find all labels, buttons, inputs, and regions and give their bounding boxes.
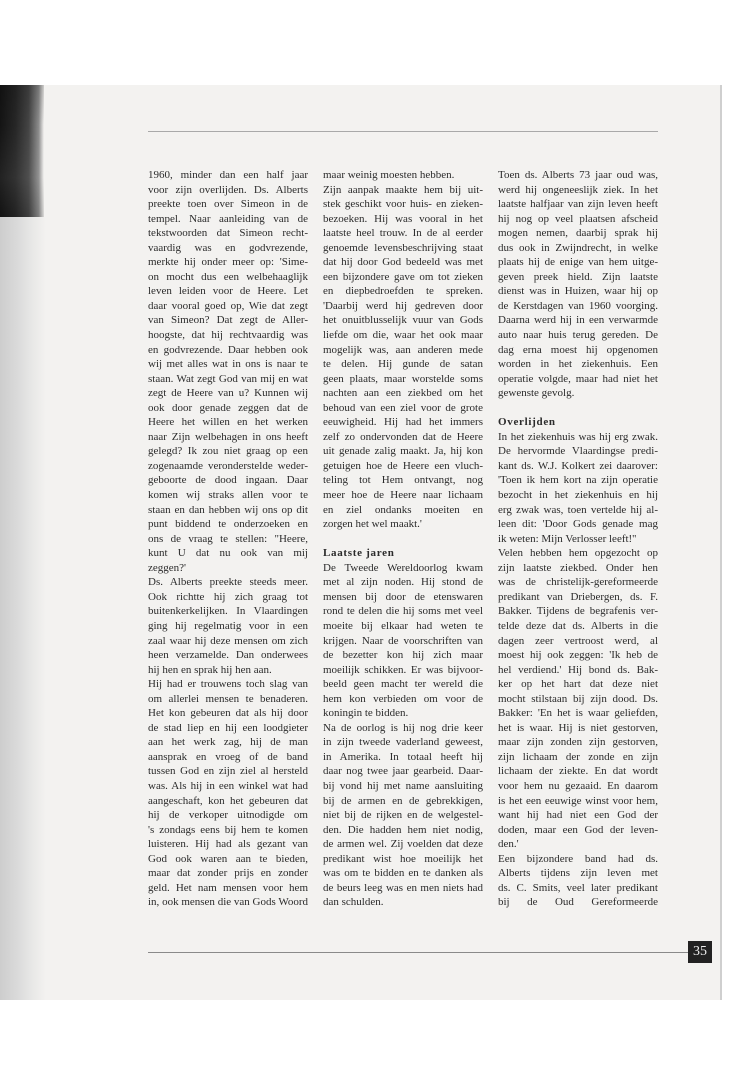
text-line: bij de armen en de gebrekkigen, [323,794,483,807]
text-line: merkte hij onder meer op: 'Sime- [148,256,308,269]
text-line: beeld geen macht ter wereld die [323,678,483,691]
paragraph [323,721,483,910]
paragraph [323,168,483,183]
paragraph [148,677,308,910]
text-line: leven leiden voor de Heere. Let [148,285,308,298]
text-line: maar weinig moesten hebben. [323,169,455,181]
text-line: Hij had er trouwens toch slag van [148,678,308,691]
text-line: komen wij straks allen voor te [148,489,308,502]
text-line: ds. C. Smits, veel later predikant [498,881,658,894]
text-line: was om te bidden en te danken als [323,867,483,880]
text-line: moeite bij elkaar had weten te [323,619,483,632]
text-line: laatste halfjaar van zijn leven heeft [498,198,658,211]
text-line: maar zijn zonden zijn gestorven, [498,736,658,749]
text-line: Velen hebben hem opgezocht op [498,547,658,560]
text-line: geld. Het nam mensen voor hem [148,881,308,894]
text-line: in Amerika. In totaal heeft hij [323,750,483,763]
text-line: luisteren. Hij had als gezant van [148,838,308,851]
paragraph [148,168,308,575]
text-line: heen verzamelde. Dan onderwees [148,649,308,662]
text-line: zaal waar hij deze mensen om zich [148,634,308,647]
text-line: en ziel ondanks moeiten en [323,503,483,516]
text-line: kant ds. W.J. Kolkert zei daarover: [498,459,658,472]
text-line: vaardig was en godvrezende, [148,241,308,254]
text-line: bezoeken. Hij was vooral in het [323,212,483,225]
text-line: en godvrezende. Daar hebben ook [148,343,308,356]
text-line: hem kon verbieden om voor de [323,692,483,705]
text-line: behoud van een ziel voor de grote [323,401,483,414]
text-line: daar vooral goed op, Wie dat zegt [148,299,308,312]
text-line: krijgen. Naar de voorschriften van [323,634,483,647]
binding-shadow-dark [0,85,44,217]
text-line: Daarna werd hij in een verwarmde [498,314,658,327]
text-line: Zijn aanpak maakte hem bij uit- [323,183,483,196]
text-line: was. Als hij in een winkel wat had [148,779,308,792]
text-line: punt biddend te onderzoeken en [148,518,308,531]
text-line: predikant van Driebergen, ds. F. [498,590,658,603]
text-line: aansprak en vroeg of de band [148,750,308,763]
text-line: is het een eeuwige winst voor hem, [498,794,658,807]
text-line: Ook richtte hij zich graag tot [148,590,308,603]
section-heading: Overlijden [498,416,556,429]
text-line: 1960, minder dan een half jaar [148,169,308,181]
text-line: Toen ds. Alberts 73 jaar oud was, [498,169,658,181]
text-line: want hij had niet een God der [498,809,658,822]
text-line: dan schulden. [323,896,384,909]
text-line: bij vond hij met name aansluiting [323,779,483,792]
paragraph [498,546,658,851]
text-line: hij nog op veel plaatsen afscheid [498,212,658,225]
text-line: de Kerstdagen van 1960 voorging. [498,299,658,312]
text-line: teling tot Hem ontvangt, nog [323,474,483,487]
text-line: laatste heel trouw. In de al eerder [323,227,483,240]
text-column-1 [148,168,308,910]
text-line: erg zwak was, toen vertelde hij al- [498,503,658,516]
text-line: tussen God en zijn ziel al hersteld [148,765,308,778]
page-edge [720,85,722,1000]
text-line: genoemde levensbeschrijving staat [323,241,483,254]
text-line: bij de Oud Gereformeerde [498,896,658,909]
text-line: tekstwoorden dat Simeon recht- [148,227,308,240]
text-line: het onuitblusselijk vuur van Gods [323,314,483,327]
text-line: in zijn tweede vaderland geweest, [323,736,483,749]
text-line: gelegd? Ik zou niet graag op een [148,445,308,458]
text-line: zelf zo ondervonden dat de Heere [323,430,483,443]
text-line: telde deze dat ds. Alberts in die [498,619,658,632]
text-line: daar nog twee jaar gearbeid. Daar- [323,765,483,778]
text-line: zegt de Heere van u? Kunnen wij [148,387,308,400]
text-line: te delen. Hij gunde de satan [323,358,483,371]
text-column-2 [323,168,483,910]
text-line: 'Daarbij werd hij gedreven door [323,299,483,312]
text-line: aangeschaft, kon het gebeuren dat [148,794,308,807]
text-line: ker op het hart dat deze niet [498,678,658,691]
text-line: Heere het willen en het werken [148,416,308,429]
text-line: zijn laatste ziekbed. Onder hen [498,561,658,574]
text-line: den.' [498,838,519,851]
paragraph [323,183,483,532]
text-line: rond te delen die hij soms met veel [323,605,483,618]
text-line: om allerlei mensen te benaderen. [148,692,308,705]
text-line: met al zijn noden. Hij stond de [323,576,483,589]
text-line: zijn lichaam der zonde en zijn [498,750,658,763]
text-line: Bakker. Tijdens de begrafenis ver- [498,605,658,618]
text-line: in, ook mensen die van Gods Woord [148,896,308,909]
text-line: kunt U dat nu ook van mij [148,547,308,560]
text-line: de armen wel. Zij voelden dat deze [323,838,483,851]
section-heading: Laatste jaren [323,547,395,560]
text-line: ik weten: Mijn Verlosser leeft!'' [498,532,637,545]
text-line: auto naar huis terug gereden. De [498,329,658,342]
text-line: gewenste gevolg. [498,387,575,400]
text-line: het is waar. Hij is niet gestorven, [498,721,658,734]
paragraph [148,575,308,677]
text-line: dagen zeer vertroost werd, al [498,634,658,647]
text-line: 's zondags eens bij hem te komen [148,823,308,836]
text-line: was de christelijk-gereformeerde [498,576,658,589]
paragraph [498,430,658,546]
paragraph [323,561,483,721]
text-line: tempel. Naar aanleiding van de [148,212,308,225]
binding-shadow-light [0,217,46,1000]
text-line: Alberts tijdens zijn leven met [498,867,658,880]
text-line: een bijzondere gave om tot zieken [323,270,483,283]
text-line: de beurs leeg was en men niets had [323,881,483,894]
text-line: getuigen hoe de Heere een vluch- [323,459,483,472]
text-line: In het ziekenhuis was hij erg zwak. [498,430,658,443]
text-line: dat hij door God bedeeld was met [323,256,483,269]
text-line: dienst was in Huizen, waar hij op [498,285,658,298]
text-line: lichaam der ziekte. En dat wordt [498,765,658,778]
paragraph [498,852,658,910]
text-line: moeilijk schikken. Er was bijvoor- [323,663,483,676]
text-line: dus ook in Zwijndrecht, in welke [498,241,658,254]
text-line: operatie volgde, maar had niet het [498,372,658,385]
text-line: wij met alles wat in ons is naar te [148,358,308,371]
text-line: predikant wist hoe moeilijk het [323,852,483,865]
top-rule [148,131,658,132]
text-line: Bakker: 'En het is waar geliefden, [498,707,658,720]
text-line: den. Die hadden hem niet nodig, [323,823,483,836]
text-line: uit genade zalig maakt. Ja, hij kon [323,445,483,458]
text-line: Een bijzondere band had ds. [498,852,658,865]
text-line: hij hen en sprak hij hen aan. [148,663,272,676]
text-line: De Tweede Wereldoorlog kwam [323,561,483,574]
text-line: God ook waren aan te bieden, [148,852,308,865]
text-line: dag erna moest hij opgenomen [498,343,658,356]
text-line: on mocht dus een welbehaaglijk [148,270,308,283]
text-line: geboorte de dood ingaan. Daar [148,474,308,487]
text-line: De hervormde Vlaardingse predi- [498,445,658,458]
text-line: van Simeon? Dat zegt de Aller- [148,314,308,327]
text-line: mogen nemen, daarbij sprak hij [498,227,658,240]
text-line: plaats hij de enige van hem uitge- [498,256,658,269]
text-line: ons de vraag te stellen: "Heere, [148,532,308,545]
text-line: zeggen?' [148,561,187,574]
text-line: moest hij ook zeggen: 'Ik heb de [498,649,658,662]
text-line: staan en dan hebben wij ons op dit [148,503,308,516]
text-line: 'Toen ik hem kort na zijn operatie [498,474,658,487]
text-line: worden in het ziekenhuis. Een [498,358,658,371]
text-line: aan het werk zag, hij de man [148,736,308,749]
text-line: hoogste, dat hij rechtvaardig was [148,329,308,342]
bottom-rule [148,952,688,953]
text-line: niet bij de rijken en de welgestel- [323,809,483,822]
page-number-box [688,941,712,963]
text-line: doden, maar een God der leven- [498,823,658,836]
text-line: ook door genade zeggen dat de [148,401,308,414]
text-line: geven preek hield. Zijn laatste [498,270,658,283]
text-line: geen plaats, maar worstelde soms [323,372,483,385]
text-line: liefde om die, waar het ook maar [323,329,483,342]
text-column-3 [498,168,658,910]
text-line: voor zijn overlijden. Ds. Alberts [148,183,308,196]
text-line: zogenaamde veronderstelde weder- [148,459,308,472]
text-line: Na de oorlog is hij nog drie keer [323,721,483,734]
text-line: mocht stilstaan bij zijn dood. Ds. [498,692,658,705]
text-line: de bezetter kon hij zich maar [323,649,483,662]
text-line: koningin te bidden. [323,707,409,720]
page-number: 35 [693,944,707,959]
text-line: eeuwigheid. Hij had het immers [323,416,483,429]
text-line: Ds. Alberts preekte steeds meer. [148,576,308,589]
text-line: mensen bij door de etenswaren [323,590,483,603]
text-line: voor hem nu gezaaid. En daarom [498,779,658,792]
text-line: preekte toen over Simeon in de [148,198,308,211]
text-line: buitenkerkelijken. In Vlaardingen [148,605,308,618]
text-line: ging hij regelmatig voor in een [148,619,308,632]
text-line: hel verdiend.' Hij bond ds. Bak- [498,663,658,676]
text-line: zorgen het wel maakt.' [323,518,422,531]
text-line: bezocht in het ziekenhuis en hij [498,489,658,502]
text-line: werd hij ongeneeslijk ziek. In het [498,183,658,196]
text-line: de stad liep en hij een loodgieter [148,721,308,734]
text-line: mogelijk was, aan anderen mede [323,343,483,356]
text-line: naar Zijn welbehagen in ons heeft [148,430,308,443]
text-line: maar dat zonder prijs en zonder [148,867,308,880]
text-line: hij de verkoper uitnodigde om [148,809,308,822]
text-line: meer hoe de Heere naar lichaam [323,489,483,502]
text-line: staan. Wat zegt God van mij en wat [148,372,308,385]
paragraph [498,168,658,401]
text-line: Het kon gebeuren dat als hij door [148,707,308,720]
text-line: en diepbedroefden te spreken. [323,285,483,298]
text-line: leen dit: 'Door Gods genade mag [498,518,658,531]
text-line: nachten aan een ziekbed om het [323,387,483,400]
text-line: stek geschikt voor huis- en zieken- [323,198,483,211]
